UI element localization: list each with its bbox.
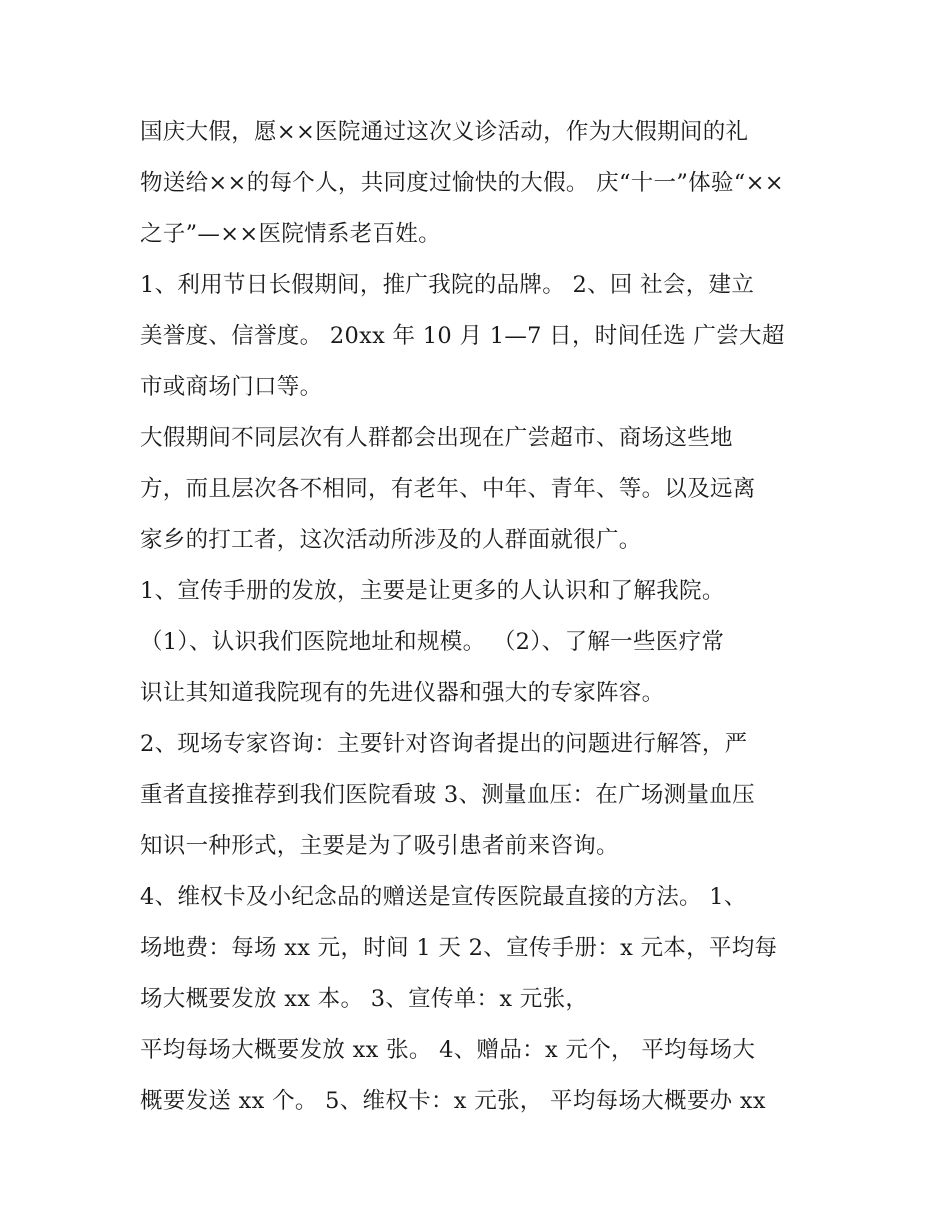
text-line: 场大概要发放 xx 本。 3、宣传单：x 元张， xyxy=(140,986,589,1012)
text-line: 大假期间不同层次有人群都会出现在广尝超市、商场这些地 xyxy=(140,425,733,451)
text-line: 市或商场门口等。 xyxy=(140,374,323,400)
text-line: 家乡的打工者，这次活动所涉及的人群面就很广。 xyxy=(140,527,642,553)
text-line: 概要发送 xx 个。 5、维权卡：x 元张， 平均每场大概要办 xx xyxy=(140,1088,766,1114)
text-line: 重者直接推荐到我们医院看玻 3、测量血压：在广场测量血压 xyxy=(140,782,755,808)
text-line: 2、现场专家咨询：主要针对咨询者提出的问题进行解答，严 xyxy=(140,731,748,757)
text-line: 平均每场大概要发放 xx 张。 4、赠品：x 元个， 平均每场大 xyxy=(140,1037,756,1063)
paragraph-expert-consultation xyxy=(140,719,812,872)
text-line: 方，而且层次各不相同，有老年、中年、青年、等。以及远离 xyxy=(140,476,756,502)
text-line: 美誉度、信誉度。 20xx 年 10 月 1—7 日，时间任选 广尝大超 xyxy=(140,323,785,349)
text-line: 识让其知道我院现有的先进仪器和强大的专家阵容。 xyxy=(140,680,665,706)
text-line: 之子”—××医院情系老百姓。 xyxy=(140,221,441,247)
text-line: 4、维权卡及小纪念品的赠送是宣传医院最直接的方法。 1、 xyxy=(140,884,747,910)
paragraph-brochure-distribution xyxy=(140,566,812,617)
paragraph-cost-breakdown xyxy=(140,1025,812,1127)
paragraph-gifts-and-costs xyxy=(140,872,812,1025)
paragraph-brochure-details xyxy=(140,617,812,719)
text-line: 国庆大假，愿××医院通过这次义诊活动，作为大假期间的礼 xyxy=(140,119,749,145)
text-line: 1、宣传手册的发放，主要是让更多的人认识和了解我院。 xyxy=(140,578,725,604)
text-line: 场地费：每场 xx 元，时间 1 天 2、宣传手册：x 元本，平均每 xyxy=(140,935,778,961)
paragraph-national-day-intro xyxy=(140,107,812,260)
text-line: 物送给××的每个人，共同度过愉快的大假。 庆“十一”体验“×× xyxy=(140,170,784,196)
paragraph-target-audience xyxy=(140,413,812,566)
text-line: 知识一种形式，主要是为了吸引患者前来咨询。 xyxy=(140,833,619,859)
paragraph-purpose-and-time xyxy=(140,260,812,413)
document-body xyxy=(140,107,812,1127)
text-line: 1、利用节日长假期间，推广我院的品牌。 2、回 社会，建立 xyxy=(140,272,755,298)
text-line: （1）、认识我们医院地址和规模。 （2）、了解一些医疗常 xyxy=(140,629,725,655)
